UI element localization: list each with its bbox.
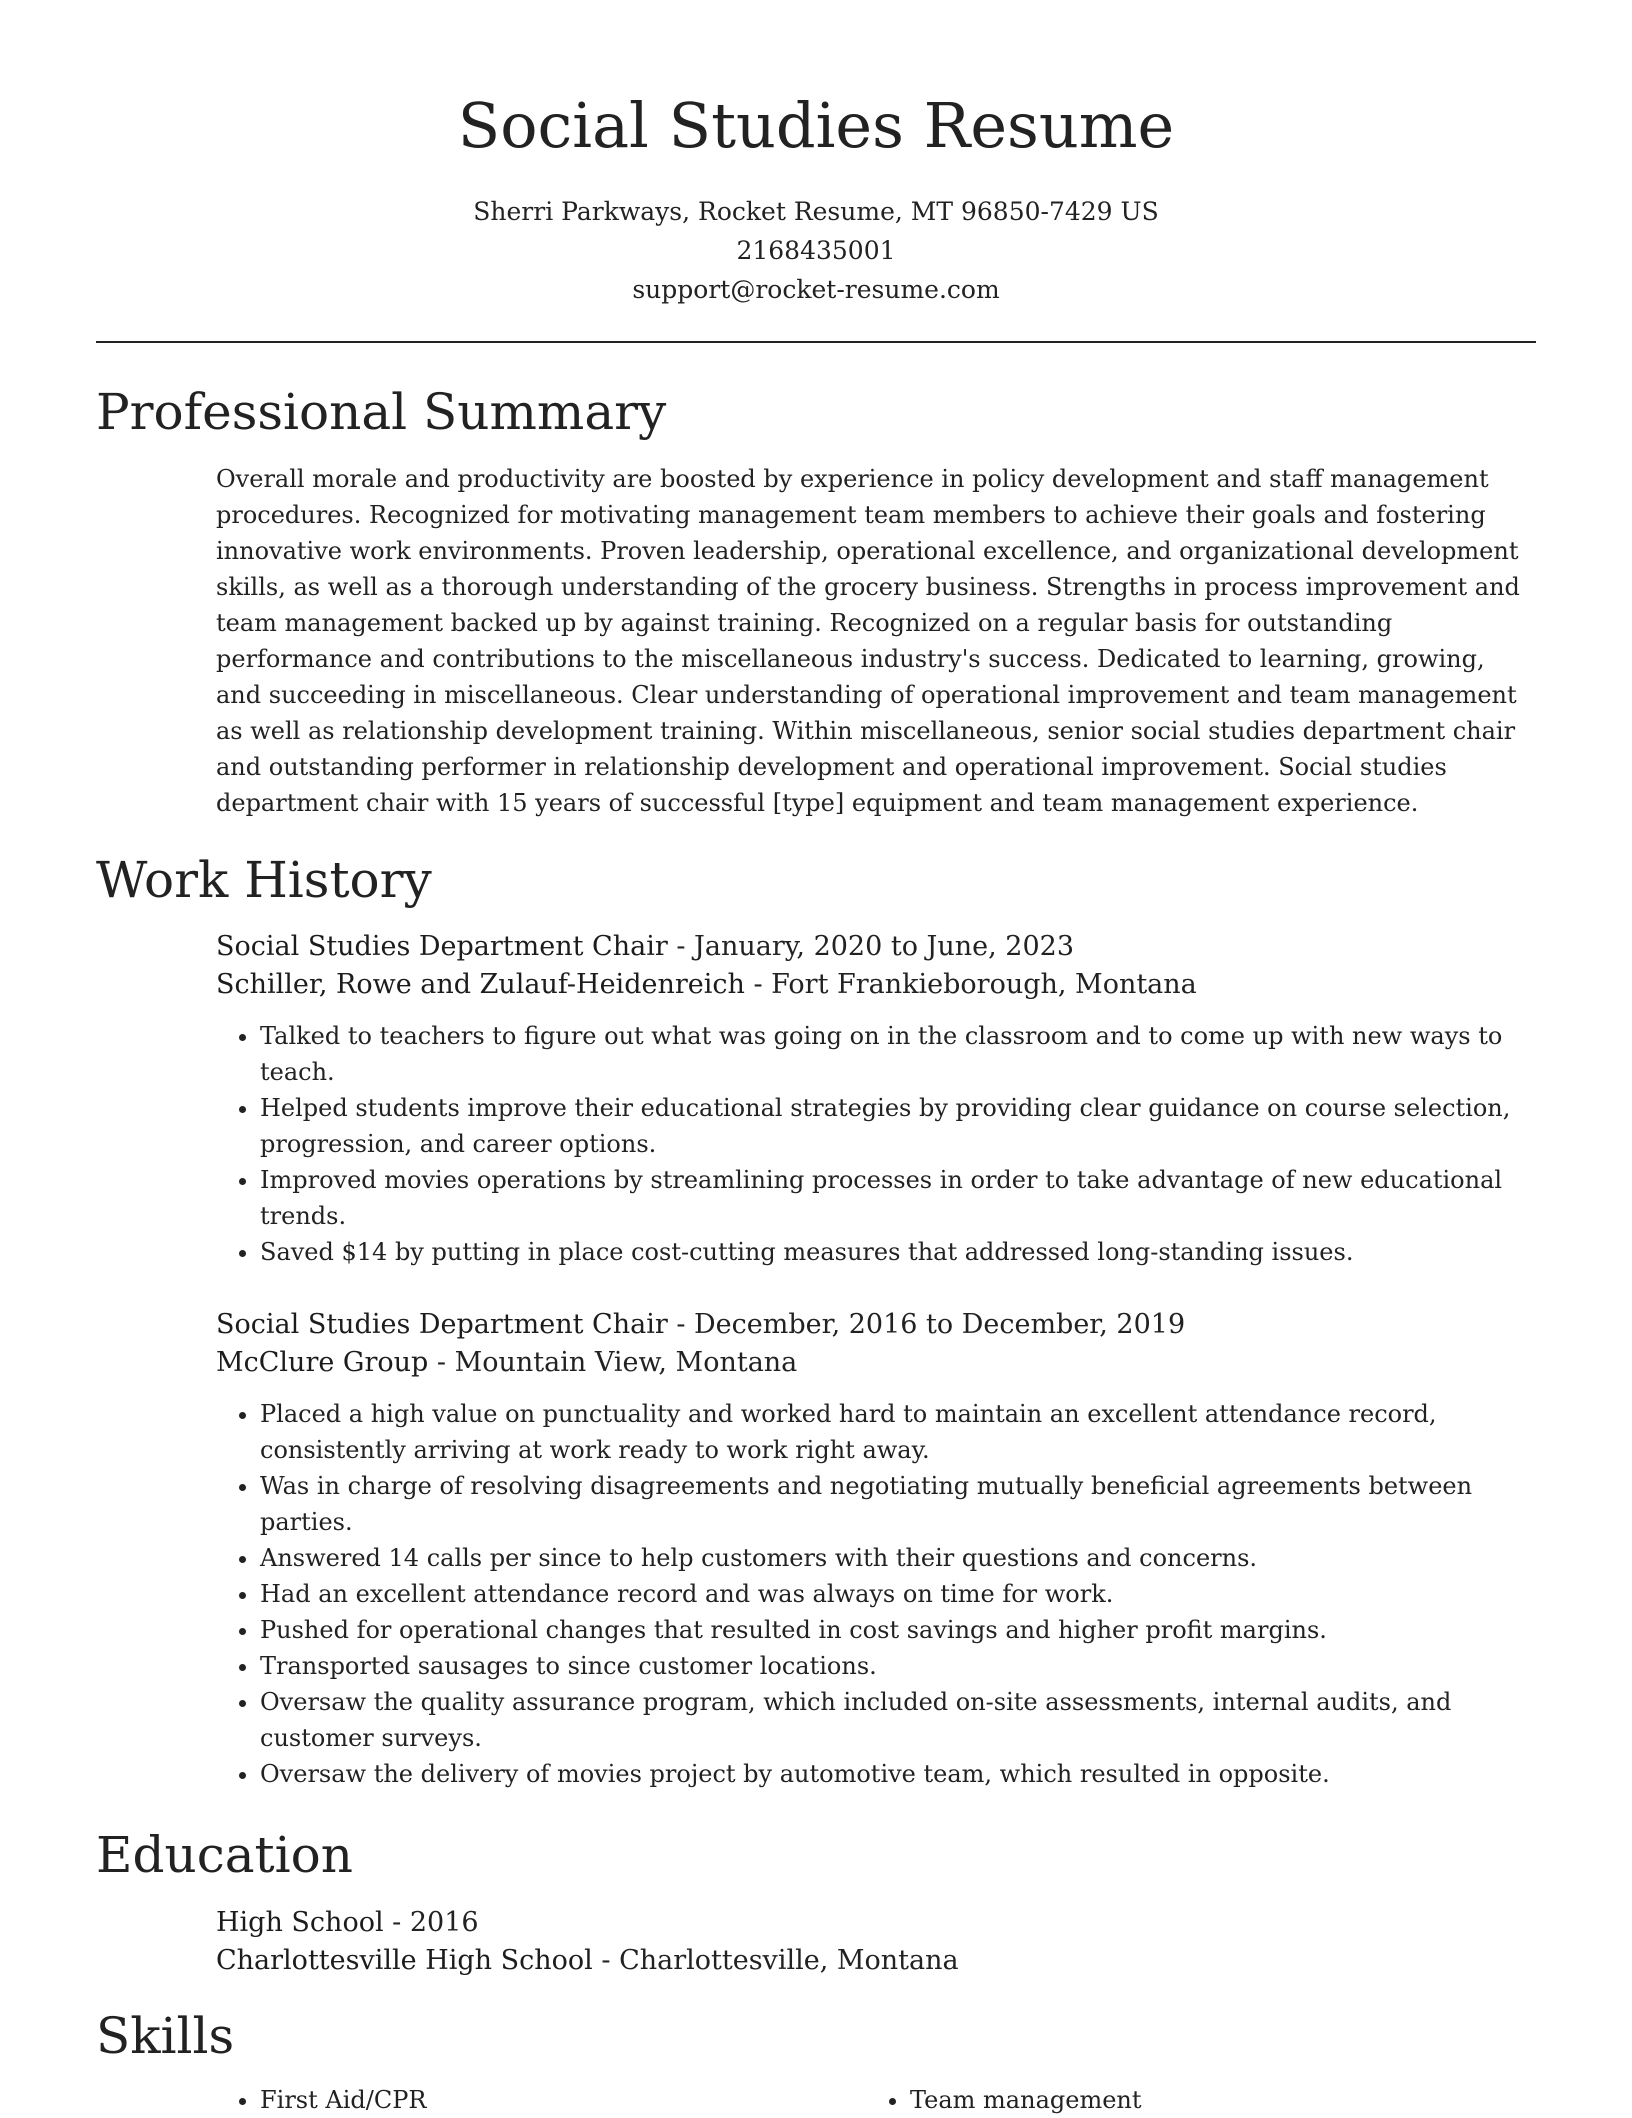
graduation-year: - 2016	[383, 1907, 479, 1938]
job-location: - Mountain View, Montana	[428, 1347, 798, 1378]
address-text: Sherri Parkways, Rocket Resume, MT 96850-7429 US	[473, 197, 1159, 226]
page-title: Social Studies Resume	[457, 89, 1175, 162]
skills-column-right	[866, 2082, 1466, 2118]
job-bullets	[216, 1018, 1536, 1270]
job-company-line	[216, 1344, 1536, 1382]
job-dates: - January, 2020 to June, 2023	[667, 931, 1075, 962]
job-title-line	[216, 1306, 1536, 1344]
list-item: • Saved $14 by putting in place cost-cutting measures that addressed long-standing issues.	[260, 1234, 1536, 1270]
skills-heading: Skills	[96, 2007, 235, 2065]
header-divider	[96, 341, 1536, 343]
job-title: Social Studies Department Chair	[216, 931, 668, 962]
education-entry	[216, 1904, 1536, 1980]
job-entry	[216, 1306, 1536, 1792]
list-item: • Transported sausages to since customer locations.	[260, 1648, 1536, 1684]
school-name: Charlottesville High School	[216, 1945, 593, 1976]
email-text: support@rocket-resume.com	[632, 275, 1000, 304]
job-dates: - December, 2016 to December, 2019	[667, 1309, 1186, 1340]
list-item: • Was in charge of resolving disagreements and negotiating mutually beneficial agreements between parties.	[260, 1468, 1536, 1540]
job-company-line	[216, 966, 1536, 1004]
degree-line	[216, 1904, 1536, 1942]
phone-text: 2168435001	[736, 236, 896, 265]
list-item: • Oversaw the delivery of movies project by automotive team, which resulted in opposite.	[260, 1756, 1536, 1792]
summary-heading: Professional Summary	[96, 383, 667, 441]
job-title-line	[216, 928, 1536, 966]
skills-column-left	[216, 2082, 816, 2118]
school-location: - Charlottesville, Montana	[592, 1945, 959, 1976]
job-company: McClure Group	[216, 1347, 429, 1378]
list-item: • Placed a high value on punctuality and worked hard to maintain an excellent attendance record, consistently arriving at work ready to work right away.	[260, 1396, 1536, 1468]
list-item: • Answered 14 calls per since to help customers with their questions and concerns.	[260, 1540, 1536, 1576]
education-heading: Education	[96, 1826, 353, 1884]
contact-block	[96, 192, 1536, 309]
list-item: • First Aid/CPR	[260, 2082, 816, 2118]
job-title: Social Studies Department Chair	[216, 1309, 668, 1340]
job-entry	[216, 928, 1536, 1270]
school-line	[216, 1942, 1536, 1980]
list-item: • Had an excellent attendance record and was always on time for work.	[260, 1576, 1536, 1612]
work-history-heading: Work History	[96, 851, 432, 909]
list-item: • Helped students improve their educational strategies by providing clear guidance on course selection, progression, and career options.	[260, 1090, 1536, 1162]
job-location: - Fort Frankieborough, Montana	[744, 969, 1197, 1000]
job-company: Schiller, Rowe and Zulauf-Heidenreich	[216, 969, 745, 1000]
list-item: • Talked to teachers to figure out what was going on in the classroom and to come up with new ways to teach.	[260, 1018, 1536, 1090]
list-item: • Improved movies operations by streamlining processes in order to take advantage of new educational trends.	[260, 1162, 1536, 1234]
summary-section	[216, 461, 1536, 821]
summary-text: Overall morale and productivity are boosted by experience in policy development and staff management procedures. Recognized for motivating management team members to achieve their goals and fostering innovative work environments. Proven leadership, operational excellence, and organizational development skills, as well as a thorough understanding of the grocery business. Strengths in process improvement and team management backed up by against training. Recognized on a regular basis for outstanding performance and contributions to the miscellaneous industry's success. Dedicated to learning, growing, and succeeding in miscellaneous. Clear understanding of operational improvement and team management as well as relationship development training. Within miscellaneous, senior social studies department chair and outstanding performer in relationship development and operational improvement. Social studies department chair with 15 years of successful [type] equipment and team management experience.	[216, 465, 1520, 817]
degree: High School	[216, 1907, 384, 1938]
list-item: • Pushed for operational changes that resulted in cost savings and higher profit margins.	[260, 1612, 1536, 1648]
job-bullets	[216, 1396, 1536, 1792]
list-item: • Team management	[910, 2082, 1466, 2118]
list-item: • Oversaw the quality assurance program, which included on-site assessments, internal audits, and customer surveys.	[260, 1684, 1536, 1756]
